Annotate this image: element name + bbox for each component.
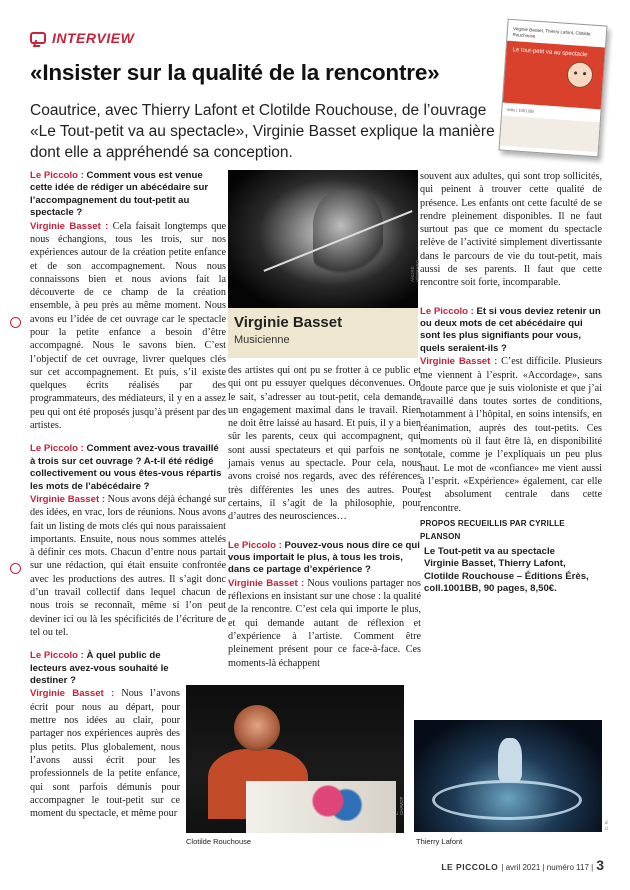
photo-thierry-lafont	[414, 720, 602, 832]
child-face-illustration	[566, 61, 594, 89]
book-reference-details: Virginie Basset, Thierry Lafont, Clotilde Rouchouse – Éditions Érès, coll.1001BB, 90 pages, 8,50€.	[424, 558, 589, 595]
book-cover-footer: érès | 1001 BB	[507, 106, 534, 114]
folio-issue: | avril 2021 | numéro 117 |	[501, 863, 594, 872]
speech-bubble-icon	[30, 32, 46, 44]
question-2: Le Piccolo : Comment avez-vous travaillé à trois sur cet ouvrage ? A-t-il été rédigé collectivement ou vous êtes-vous répartis les mots de l’abécédaire ?	[30, 443, 222, 492]
portrait-caption	[228, 308, 418, 358]
caption-thierry: Thierry Lafont	[416, 837, 463, 846]
answer-3: Virginie Basset : Nous l’avons écrit pour nous au départ, pour mettre nos idées au clair, pour partager nos expériences auprès des plus petits. Plus globalement, nous l’avons aussi écrit pour les professionnels de la petite enfance, qui sont parfois démunis pour accompagner le tout-petit sur ce moment du spectacle, et même pour	[30, 688, 181, 820]
book-cover	[499, 19, 608, 158]
rubric-label: INTERVIEW	[52, 30, 135, 46]
column-2	[228, 364, 421, 670]
book-reference	[424, 546, 602, 596]
question-1: Le Piccolo : Comment vous est venue cette idée de rédiger un abécédaire sur l’accompagnement du tout-petit au spectacle ?	[30, 170, 209, 219]
portrait-name: Virginie Basset	[234, 314, 343, 331]
margin-circle-mark	[10, 563, 21, 574]
answer-2: Virginie Basset : Nous avons déjà échangé sur des idées, en vrac, lors de réunions. Nous avons fait un listing de mots clés qui nous paraissaient importants. Ensuite, nous nous sommes attelés à définir ces mots. Chacun d’entre nous partait sur une rédaction, qui était ensuite confrontée avec les productions des autres. Il s’agit donc d’un travail collectif dans lequel chacun de nous trois se reconnaît, même si l’on peut deviner ici ou là les spécificités de l’écriture de tel ou tel.	[30, 494, 226, 638]
photo-clotilde-rouchouse	[186, 685, 404, 833]
caption-clotilde: Clotilde Rouchouse	[186, 837, 252, 846]
headline: «Insister sur la qualité de la rencontre»	[30, 60, 440, 85]
rubric	[30, 30, 134, 46]
answer-4: Virginie Basset : Nous voulions partager nos réflexions en insistant sur une chose : la qualité de la rencontre. C’est cela qui importe le plus, et qui demande autant de réflexion et d’expérience à l’artiste. Comment être pleinement présent pour ce face-à-face. Ces moments-là échappent	[228, 577, 422, 669]
signature: PROPOS RECUEILLIS PAR CYRILLE PLANSON	[420, 518, 565, 542]
standfirst: Coautrice, avec Thierry Lafont et Clotilde Rouchouse, de l’ouvrage «Le Tout-petit va au spectacle», Virginie Basset explique la manière dont elle a appréhendé sa conception.	[30, 102, 495, 161]
answer-3-continued: des artistes qui ont pu se frotter à ce public et qui ont pu essuyer quelques déconvenues. On le sait, s’adresser au tout-petit, cela demande un engagement maximal dans le travail. Rien ne doit être laissé au hasard. Et puis, il y a bien sûr les parents, ceux qui accompagnent, qui sont aussi spectateurs et qui parfois ne sont jamais venus au spectacle. Pour cela, nous avons croisé nos regards, avec des références très différentes les unes des autres. Pour certains, il s’agit de la philosophie, pour d’autres des neurosciences…	[228, 365, 421, 523]
question-4: Le Piccolo : Pouvez-vous nous dire ce qui vous importait le plus, à tous les trois, dans ce partage d’expérience ?	[228, 539, 420, 576]
book-cover-authors: Virginie Basset, Thierry Lafont, Clotilde Rouchouse	[512, 26, 591, 39]
photo-credit: L. CHAVOT	[394, 796, 404, 815]
folio-page-number: 3	[596, 857, 604, 873]
margin-circle-mark	[10, 317, 21, 328]
question-5: Le Piccolo : Et si vous deviez retenir un ou deux mots de cet abécédaire qui sont les plus signifiants pour vous, quels seraient-ils ?	[420, 305, 601, 354]
answer-4-continued: souvent aux adultes, qui sont trop sollicités, qui peinent à trouver cette qualité de présence. Les enfants ont cette faculté de se rendre pleinement disponibles. Il ne faut surtout pas que ce moment du spectacle relève de l’activité simplement divertissante dans le parcours de vie du tout-petit, mais aussi de ses parents. Il faut que cette rencontre soit forte, incomparable.	[420, 171, 602, 289]
book-reference-title: Le Tout-petit va au spectacle	[424, 546, 555, 557]
folio-brand: LE PICCOLO	[441, 862, 499, 872]
portrait-photo-violinist	[228, 170, 418, 308]
book-cover-title: Le tout-petit va au spectacle	[512, 47, 588, 59]
book-cover-band	[503, 41, 605, 110]
question-3: Le Piccolo : À quel public de lecteurs avez-vous souhaité le destiner ?	[30, 650, 169, 687]
column-3	[420, 170, 602, 543]
portrait-role: Musicienne	[234, 334, 290, 346]
photo-credit: ANDRÉ HÉBRARD	[410, 259, 420, 282]
answer-5: Virginie Basset : C’est difficile. Plusieurs me viennent à l’esprit. «Accordage», sans doute parce que je suis violoniste et que j’ai travaillé dans toutes sortes de conditions, notamment à l’hôpital, en soins intensifs, en réanimation, auprès des tout-petits. Ces moments où il faut être là, en disponibilité totale, comme je l’expliquais un peu plus haut. Le mot de «confiance» me vient aussi à l’esprit. «Expérience» également, car elle est absolument centrale dans cette rencontre.	[420, 356, 603, 514]
book-cover-bottom	[500, 116, 600, 153]
photo-credit: D. R.	[604, 819, 609, 830]
page-folio	[441, 857, 604, 873]
answer-1: Virginie Basset : Cela faisait longtemps que nous échangions, tous les trois, sur nos expériences autour de la création petite enfance et de son accompagnement. Nous nous connaissons bien et nous avions fait la découverte de ce champ de la création ensemble, à peu près au même moment. Nous avons eu l’idée de cet ouvrage car le spectacle pour la petite enfance a besoin d’être accompagné. Nous le savons bien. C’est l’objectif de cet ouvrage, livrer quelques clés sur cet accompagnement. Et puis, s’il existe quelques écrits réalisés par des programmateurs, des médiateurs, il y en a assez peu qui ont été proposés jusqu’à présent par des artistes.	[30, 220, 227, 432]
